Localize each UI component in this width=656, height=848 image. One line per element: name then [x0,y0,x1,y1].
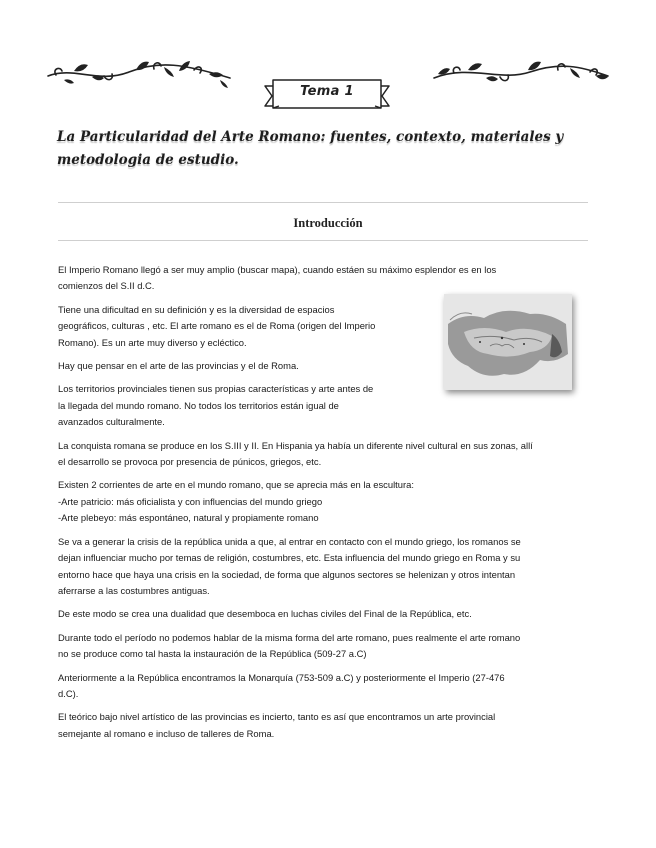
text-line: La conquista romana se produce en los S.III y II. En Hispania ya había un diferente nivel cultural en sus zonas, allí [58,439,533,451]
paragraph [58,381,600,430]
paragraph [58,534,600,600]
text-line: entorno hace que haya una crisis en la sociedad, de forma que algunos sectores se helenizan y otros intentan [58,568,516,580]
text-line: aferrarse a las costumbres antiguas. [58,584,210,596]
text-line: Se va a generar la crisis de la república unida a que, al entrar en contacto con el mundo griego, los romanos se [58,535,521,547]
text-line: la llegada del mundo romano. No todos los territorios están igual de [58,399,339,411]
text-line: d.C). [58,687,79,699]
left-vine-ornament-icon [44,58,234,88]
text-line: avanzados culturalmente. [58,416,165,428]
document-body [58,262,600,749]
paragraph [58,709,600,742]
right-vine-ornament-icon [430,58,612,88]
paragraph [58,438,600,471]
text-line: Tiene una dificultad en su definición y es la diversidad de espacios [58,303,335,315]
text-line: El Imperio Romano llegó a ser muy amplio (buscar mapa), cuando estáen su máximo esplendor es en los [58,264,497,275]
text-line: Anteriormente a la República encontramos la Monarquía (753-509 a.C) y posteriormente el Imperio (27-476 [58,671,505,683]
paragraph [58,670,600,703]
text-line: geográficos, culturas , etc. El arte romano es el de Roma (origen del Imperio [58,320,376,332]
text-line: -Arte patricio: más oficialista y con influencias del mundo griego [58,495,323,507]
text-line: De este modo se crea una dualidad que desemboca en luchas civiles del Final de la República, etc. [58,608,472,620]
text-line: Romano). Es un arte muy diverso y ecléctico. [58,336,247,348]
text-line: Hay que pensar en el arte de las provincias y el de Roma. [58,360,299,372]
document-title: La Particularidad del Arte Romano: fuentes, contexto, materiales y metodologia de estudio. [57,129,564,168]
text-line: comienzos del S.II d.C. [58,280,155,292]
text-line: semejante al romano e incluso de talleres de Roma. [58,727,275,739]
paragraph [58,606,600,622]
section-bottom-rule [58,240,588,241]
section-top-rule [58,202,588,203]
paragraph [58,358,600,374]
banner-title: Tema 1 [300,84,354,99]
paragraph [58,630,600,663]
text-line: el desarrollo se provoca por presencia de púnicos, griegos, etc. [58,456,322,468]
text-line: -Arte plebeyo: más espontáneo, natural y propiamente romano [58,512,319,524]
paragraph [58,302,600,351]
text-line: Los territorios provinciales tienen sus propias características y arte antes de [58,383,374,395]
paragraph [58,262,600,295]
section-heading: Introducción [293,216,363,230]
paragraph [58,477,600,526]
text-line: no se produce como tal hasta la instauración de la República (509-27 a.C) [58,648,367,660]
text-line: El teórico bajo nivel artístico de las provincias es incierto, tanto es así que encontramos un arte provincial [58,711,496,723]
text-line: Durante todo el período no podemos hablar de la misma forma del arte romano, pues realmente el arte romano [58,631,521,643]
text-line: Existen 2 corrientes de arte en el mundo romano, que se aprecia más en la escultura: [58,479,414,491]
text-line: dejan influenciar mucho por temas de religión, costumbres, etc. Esta influencia del mundo griego en Roma y su [58,552,521,564]
